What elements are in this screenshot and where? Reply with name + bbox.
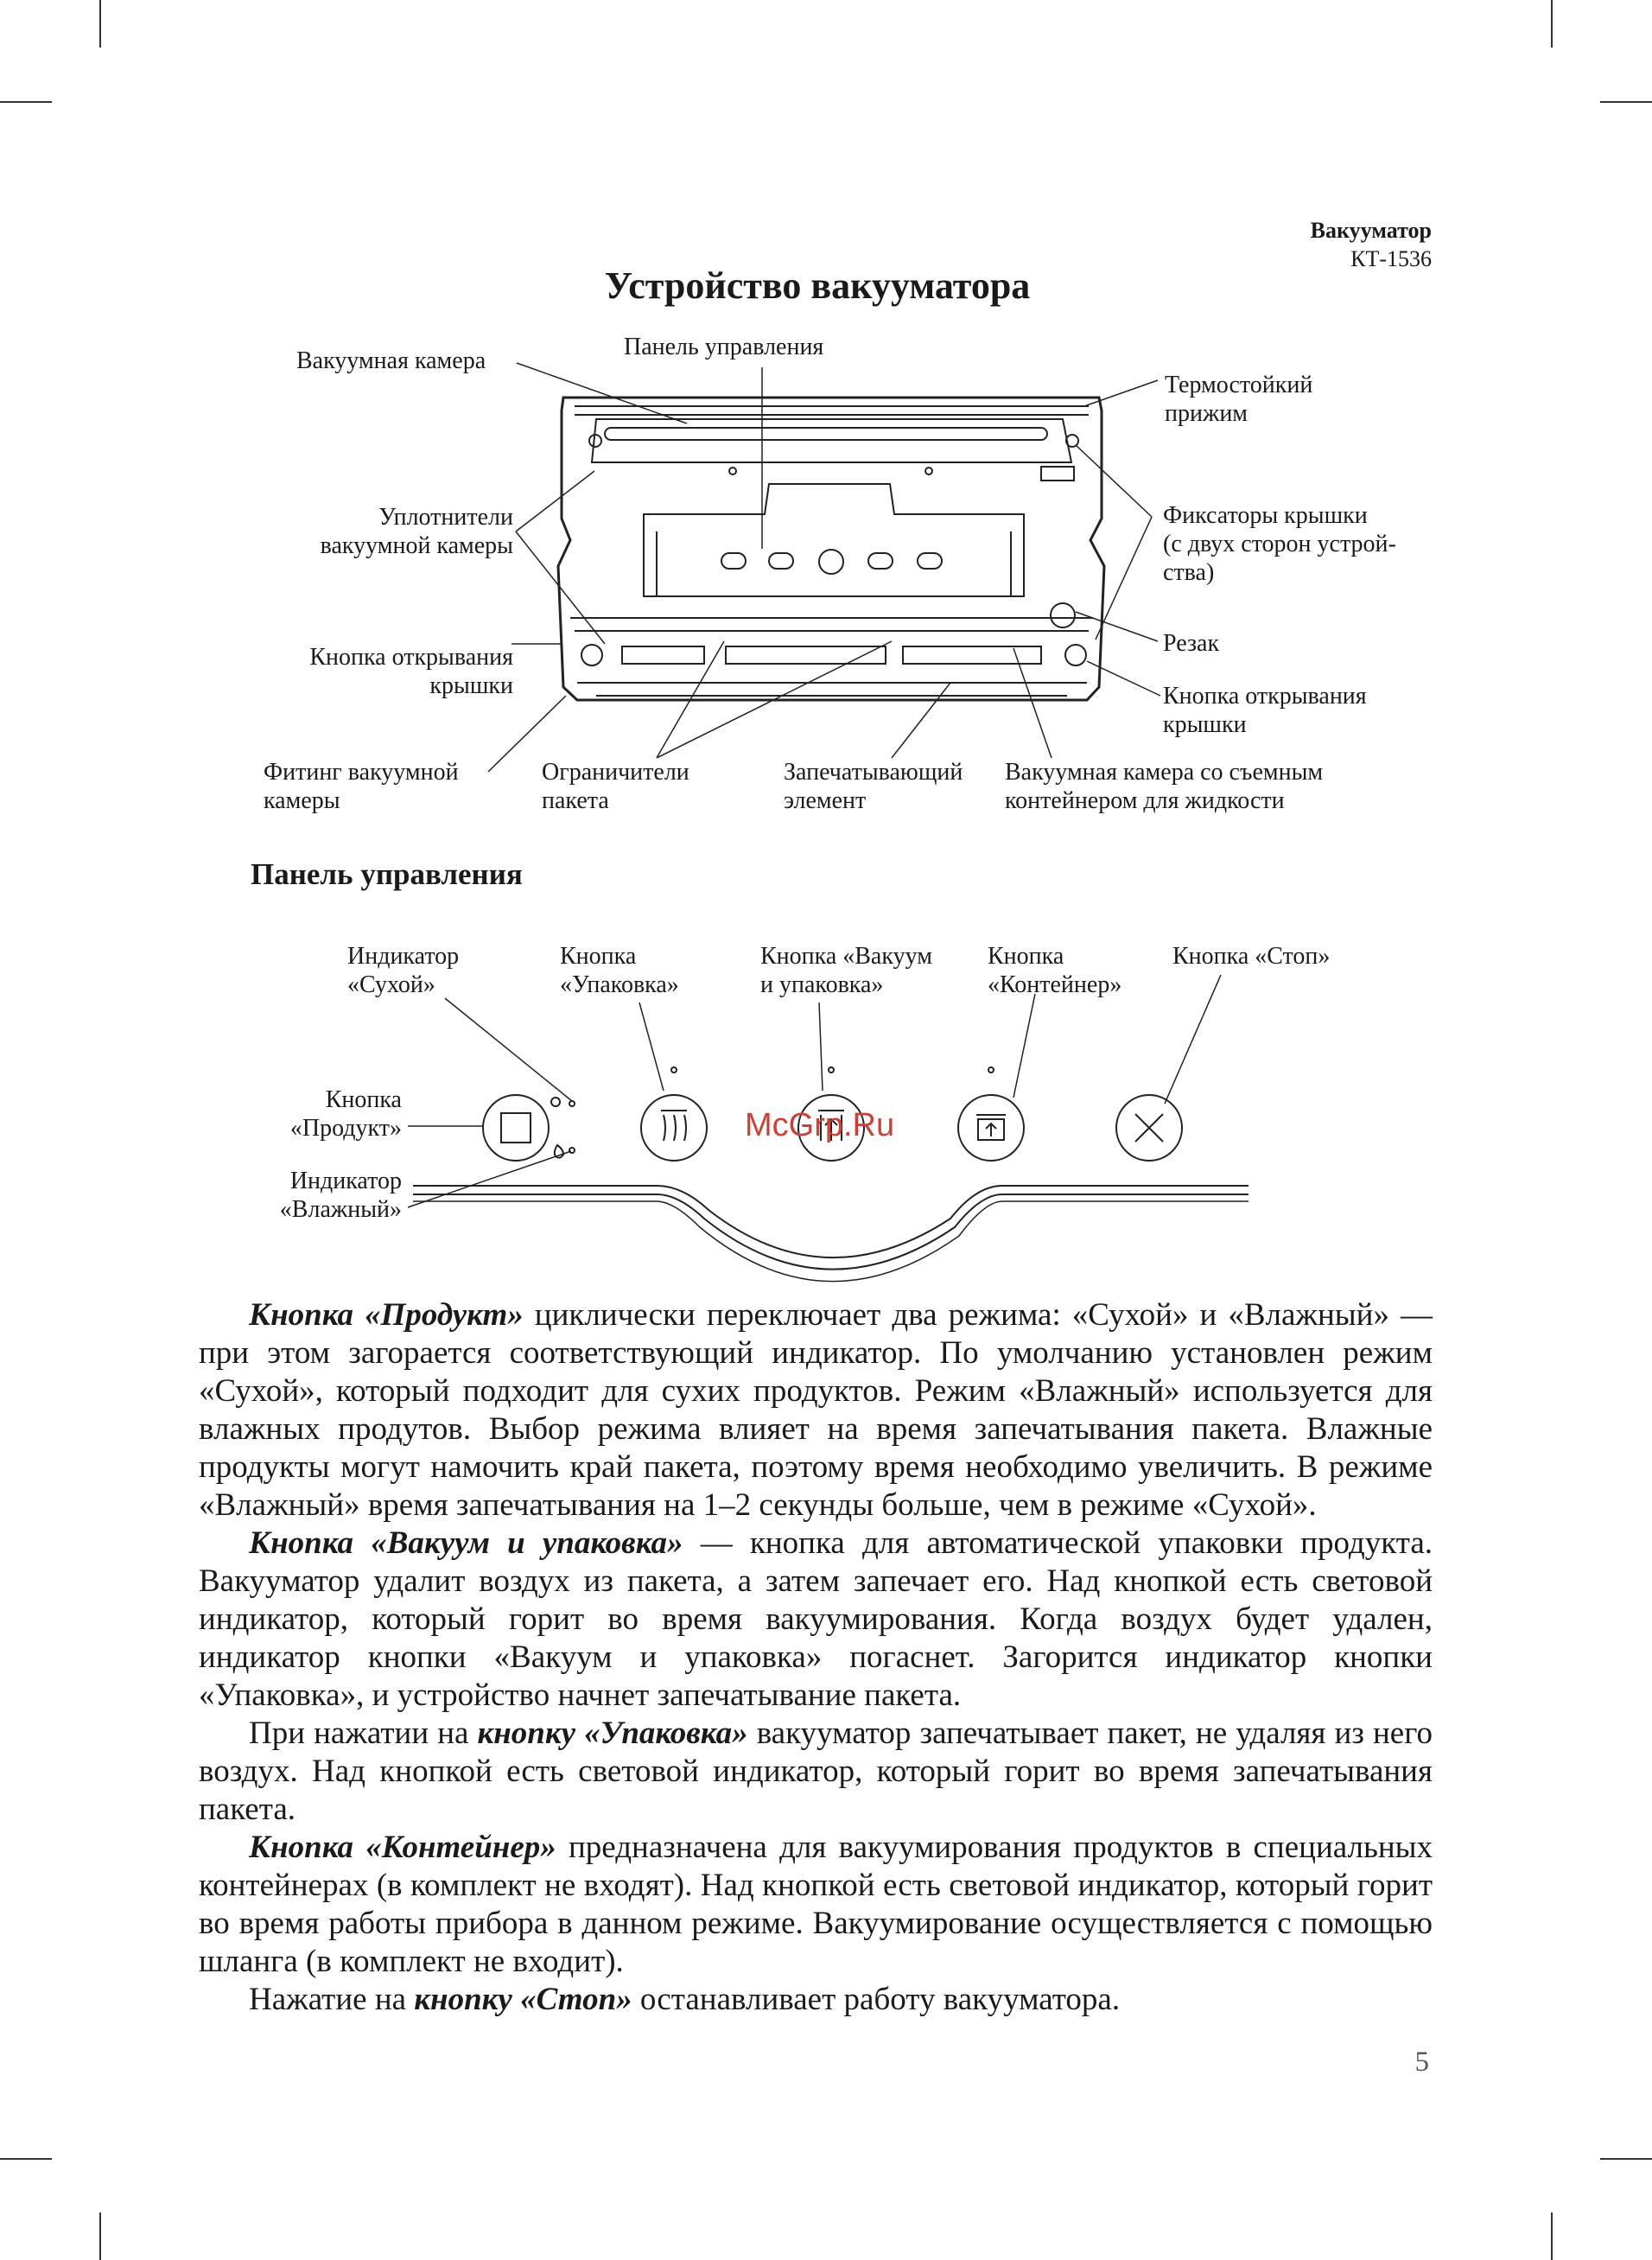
- vacuum-sealer-drawing: [558, 398, 1104, 700]
- page-title: Устройство вакууматора: [604, 264, 1031, 307]
- paragraph-lead: Кнопка «Вакуум и упаковка»: [249, 1525, 683, 1561]
- label-limiters-1: Ограничители: [542, 759, 689, 786]
- paragraph: Кнопка «Вакуум и упаковка» — кнопка для автоматической упаковки продукта. Вакууматор удалит воздух из пакета, а затем запечает его. Над кнопкой есть световой индикатор, который горит во время вакуумирования. Когда воздух будет удален, индикатор кнопки «Вакуум и упаковка» погаснет. Загорится индикатор кнопки «Упаковка», и устройство начнет запечатывание пакета.: [199, 1525, 1433, 1713]
- label-pack-button-2: «Упаковка»: [560, 971, 679, 998]
- label-vacuum-pack-button-1: Кнопка «Вакуум: [760, 943, 932, 970]
- label-product-button-1: Кнопка: [325, 1086, 402, 1113]
- label-pack-button-1: Кнопка: [560, 943, 637, 970]
- label-product-button-2: «Продукт»: [289, 1115, 402, 1142]
- header-title: Вакууматор: [1310, 218, 1432, 243]
- label-lid-button-left-2: крышки: [429, 672, 513, 699]
- watermark: McGrp.Ru: [745, 1107, 895, 1143]
- label-wet-indicator-1: Индикатор: [289, 1168, 402, 1194]
- label-lid-locks-1: Фиксаторы крышки: [1163, 502, 1368, 529]
- label-lid-locks-3: ства): [1163, 559, 1215, 586]
- control-panel-drawing: [413, 1067, 1249, 1282]
- header-model: КТ-1536: [1350, 246, 1432, 271]
- label-sealing-1: Запечатывающий: [784, 759, 963, 786]
- page-number: 5: [1414, 2047, 1429, 2078]
- label-fitting-2: камеры: [264, 787, 340, 814]
- label-lid-button-right-1: Кнопка открывания: [1163, 683, 1367, 710]
- label-container-button-1: Кнопка: [988, 943, 1064, 970]
- label-heat-clamp-2: прижим: [1165, 400, 1249, 427]
- label-seals-1: Уплотнители: [378, 504, 513, 531]
- label-fitting-1: Фитинг вакуумной: [264, 759, 459, 786]
- label-control-panel: Панель управления: [624, 334, 824, 360]
- paragraph: Кнопка «Контейнер» предназначена для вакуумирования продуктов в специальных контейнерах (в комплект не входят). Над кнопкой есть световой индикатор, который горит во время работы прибора в данном режиме. Вакуумирование осуществляется с помощью шланга (в комплект не входит).: [199, 1830, 1433, 1979]
- label-dry-indicator-1: Индикатор: [347, 943, 460, 970]
- label-vacuum-chamber: Вакуумная камера: [296, 347, 486, 374]
- label-sealing-2: элемент: [784, 787, 867, 814]
- label-chamber-container-1: Вакуумная камера со съемным: [1005, 759, 1324, 786]
- paragraph-lead: кнопку «Упаковка»: [477, 1716, 748, 1751]
- paragraph: Нажатие на кнопку «Стоп» останавливает работу вакууматора.: [249, 1982, 1121, 2017]
- paragraph-lead: Кнопка «Контейнер»: [249, 1830, 556, 1865]
- label-limiters-2: пакета: [542, 787, 609, 814]
- label-vacuum-pack-button-2: и упаковка»: [760, 971, 884, 998]
- label-lid-button-right-2: крышки: [1163, 711, 1247, 738]
- paragraph-lead: кнопку «Стоп»: [414, 1982, 632, 2017]
- body-text: [199, 1296, 1433, 2019]
- label-container-button-2: «Контейнер»: [988, 971, 1122, 998]
- label-stop-button: Кнопка «Стоп»: [1172, 943, 1331, 970]
- paragraph: Кнопка «Продукт» циклически переключает два режима: «Сухой» и «Влажный» — при этом загорается соответствующий индикатор. По умолчанию установлен режим «Сухой», который подходит для сухих продуктов. Режим «Влажный» используется для влажных продутов. Выбор режима влияет на время запечатывания пакета. Влажные продукты могут намочить край пакета, поэтому время необходимо увеличить. В режиме «Влажный» время запечатывания на 1–2 секунды больше, чем в режиме «Сухой».: [199, 1297, 1433, 1523]
- label-seals-2: вакуумной камеры: [320, 532, 513, 559]
- label-lid-locks-2: (с двух сторон устрой-: [1163, 531, 1396, 557]
- label-dry-indicator-2: «Сухой»: [347, 971, 435, 998]
- label-wet-indicator-2: «Влажный»: [279, 1196, 402, 1223]
- section-title-control-panel: Панель управления: [251, 857, 523, 891]
- label-heat-clamp-1: Термостойкий: [1165, 372, 1313, 398]
- paragraph-lead: Кнопка «Продукт»: [249, 1297, 524, 1333]
- label-lid-button-left-1: Кнопка открывания: [309, 644, 513, 671]
- label-cutter: Резак: [1163, 630, 1220, 657]
- label-chamber-container-2: контейнером для жидкости: [1005, 787, 1285, 814]
- paragraph: При нажатии на кнопку «Упаковка» вакууматор запечатывает пакет, не удаляя из него воздух. Над кнопкой есть световой индикатор, который горит во время запечатывания пакета.: [199, 1716, 1433, 1827]
